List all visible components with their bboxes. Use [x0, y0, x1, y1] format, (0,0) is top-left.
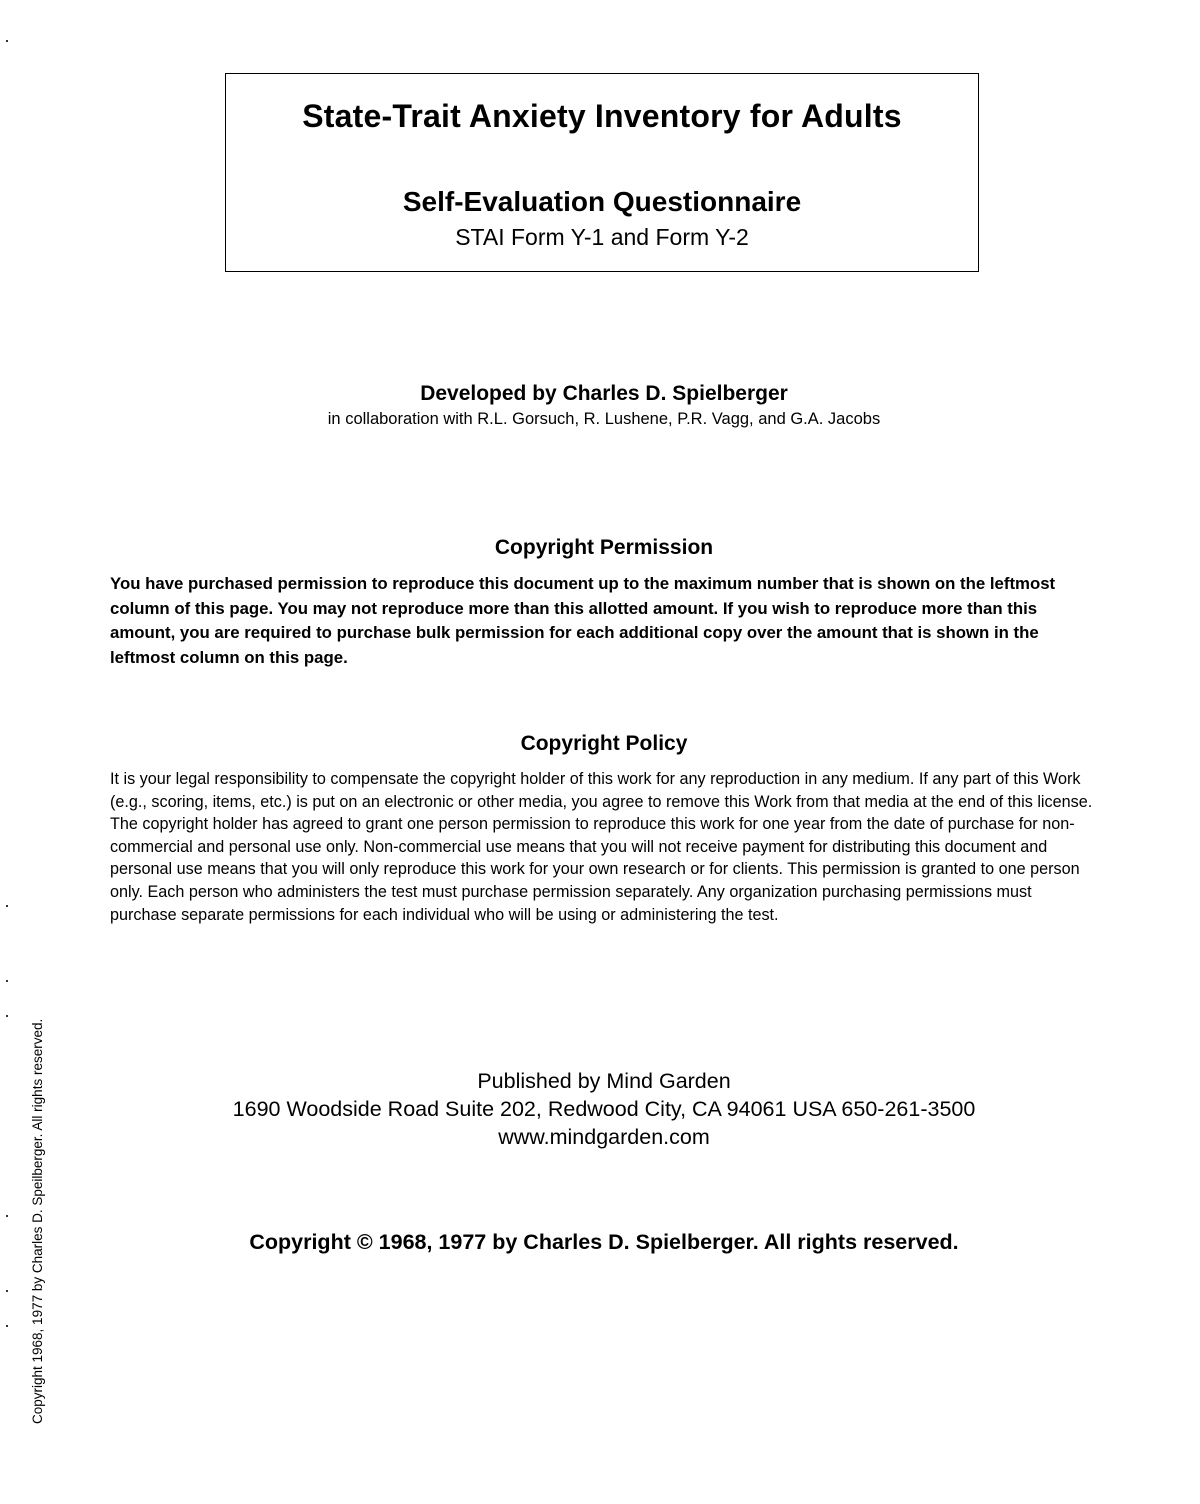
title-box [225, 73, 979, 272]
margin-tick [6, 905, 8, 907]
margin-tick [6, 40, 8, 42]
margin-tick [6, 1215, 8, 1217]
policy-text: It is your legal responsibility to compensate the copyright holder of this work for any reproduction in any medium. If any part of this Work (e.g., scoring, items, etc.) is put on an electronic or other media, you agree to remove this Work from that media at the end of this license. The copyright holder has agreed to grant one person permission to reproduce this work for one year from the date of purchase for non-commercial and personal use only. Non-commercial use means that you will not receive payment for distributing this document and personal use means that you will only reproduce this work for your own research or for clients. This permission is granted to one person only. Each person who administers the test must purchase permission separately. Any organization purchasing permissions must purchase separate permissions for each individual who will be using or administering the test. [110, 770, 1093, 924]
developer-credit: Developed by Charles D. Spielberger [420, 382, 788, 405]
publisher-website: www.mindgarden.com [498, 1125, 710, 1149]
policy-heading: Copyright Policy [520, 732, 688, 755]
margin-tick [6, 1325, 8, 1327]
side-copyright-notice: Copyright 1968, 1977 by Charles D. Speilberger. All rights reserved. [30, 1018, 45, 1424]
margin-tick [6, 1015, 8, 1017]
permission-heading: Copyright Permission [494, 536, 714, 559]
margin-tick [6, 1290, 8, 1292]
permission-text: You have purchased permission to reproduce this document up to the maximum number that is shown on the leftmost column of this page. You may not reproduce more than this allotted amount. If you wish to reproduce more than this amount, you are required to purchase bulk permission for each additional copy over the amount that is shown in the leftmost column on this page. [110, 574, 1056, 667]
document-title: State-Trait Anxiety Inventory for Adults [302, 98, 902, 134]
publisher-address: 1690 Woodside Road Suite 202, Redwood City, CA 94061 USA 650-261-3500 [232, 1097, 976, 1121]
collaborators-credit: in collaboration with R.L. Gorsuch, R. Lushene, P.R. Vagg, and G.A. Jacobs [327, 410, 881, 428]
publisher-name: Published by Mind Garden [477, 1069, 731, 1093]
copyright-notice: Copyright © 1968, 1977 by Charles D. Spielberger. All rights reserved. [249, 1230, 959, 1254]
document-subtitle: Self-Evaluation Questionnaire [402, 186, 802, 217]
margin-tick [6, 980, 8, 982]
form-designation: STAI Form Y-1 and Form Y-2 [455, 224, 749, 250]
